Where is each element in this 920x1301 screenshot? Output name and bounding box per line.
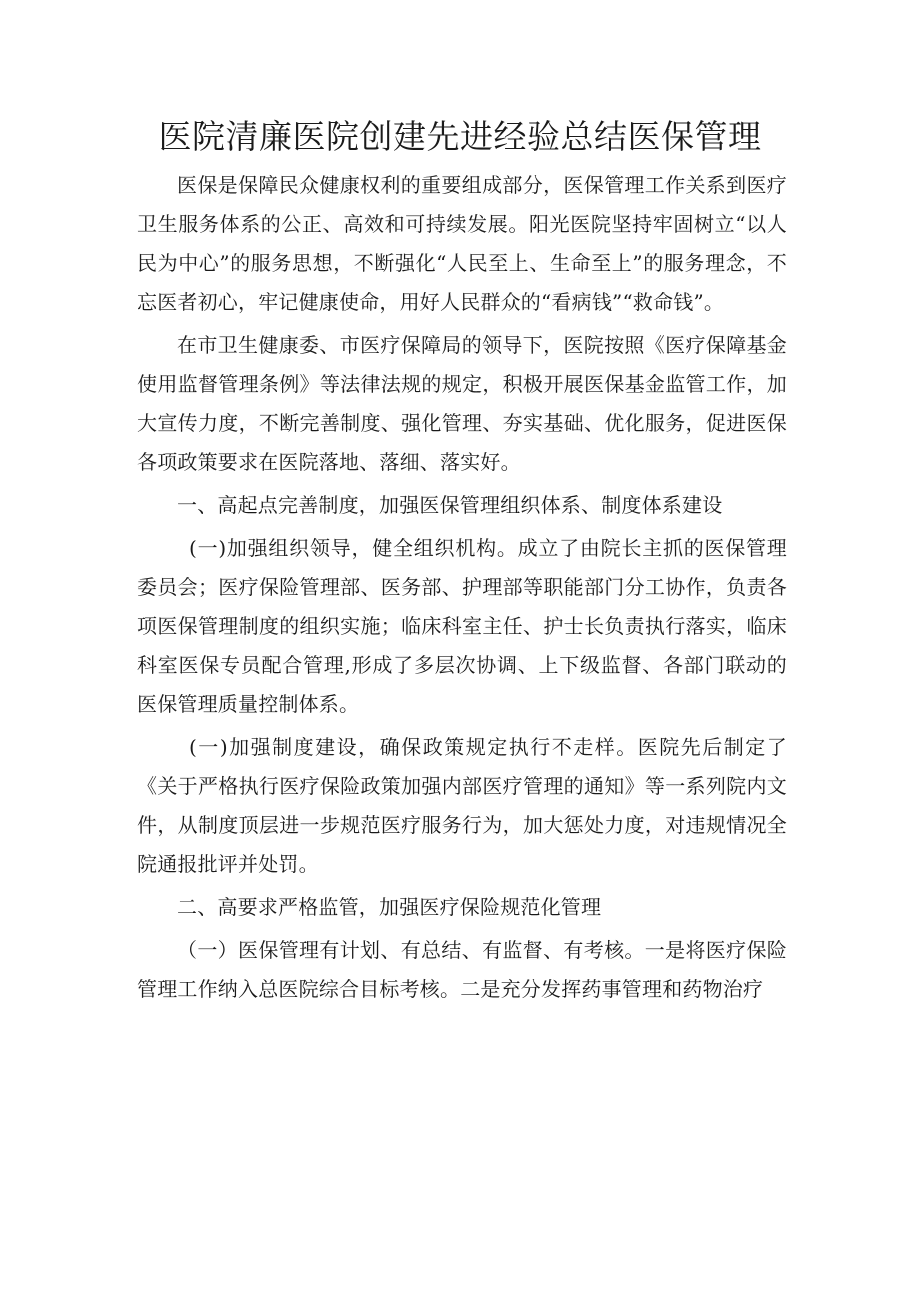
- section-heading-1: 一、高起点完善制度，加强医保管理组织体系、制度体系建设: [177, 493, 723, 517]
- document-title: 医院清廉医院创建先进经验总结医保管理: [158, 117, 762, 156]
- paragraph-system-building: (一)加强制度建设，确保政策规定执行不走样。医院先后制定了《关于严格执行医疗保险政策加强内部医疗管理的通知》等一系列院内文件，从制度顶层进一步规范医疗服务行为，加大惩处力度，对违规情况全院通报批评并处罚。: [137, 735, 787, 876]
- paragraph-supervision: （一）医保管理有计划、有总结、有监督、有考核。一是将医疗保险管理工作纳入总医院综合目标考核。二是充分发挥药事管理和药物治疗: [137, 938, 787, 1001]
- paragraph-leadership: 在市卫生健康委、市医疗保障局的领导下，医院按照《医疗保障基金使用监督管理条例》等法律法规的规定，积极开展医保基金监管工作，加大宣传力度，不断完善制度、强化管理、夯实基础、优化服务，促进医保各项政策要求在医院落地、落细、落实好。: [137, 333, 787, 474]
- paragraph-intro: 医保是保障民众健康权利的重要组成部分，医保管理工作关系到医疗卫生服务体系的公正、高效和可持续发展。阳光医院坚持牢固树立“以人民为中心”的服务思想，不断强化“人民至上、生命至上”的服务理念，不忘医者初心，牢记健康使命，用好人民群众的“看病钱”“救命钱”。: [137, 173, 787, 314]
- document-body: [137, 166, 787, 1013]
- paragraph-organization: (一)加强组织领导，健全组织机构。成立了由院长主抓的医保管理委员会；医疗保险管理部、医务部、护理部等职能部门分工协作，负责各项医保管理制度的组织实施；临床科室主任、护士长负责执行落实，临床科室医保专员配合管理,形成了多层次协调、上下级监督、各部门联动的医保管理质量控制体系。: [137, 536, 787, 716]
- section-heading-2: 二、高要求严格监管，加强医疗保险规范化管理: [177, 895, 602, 919]
